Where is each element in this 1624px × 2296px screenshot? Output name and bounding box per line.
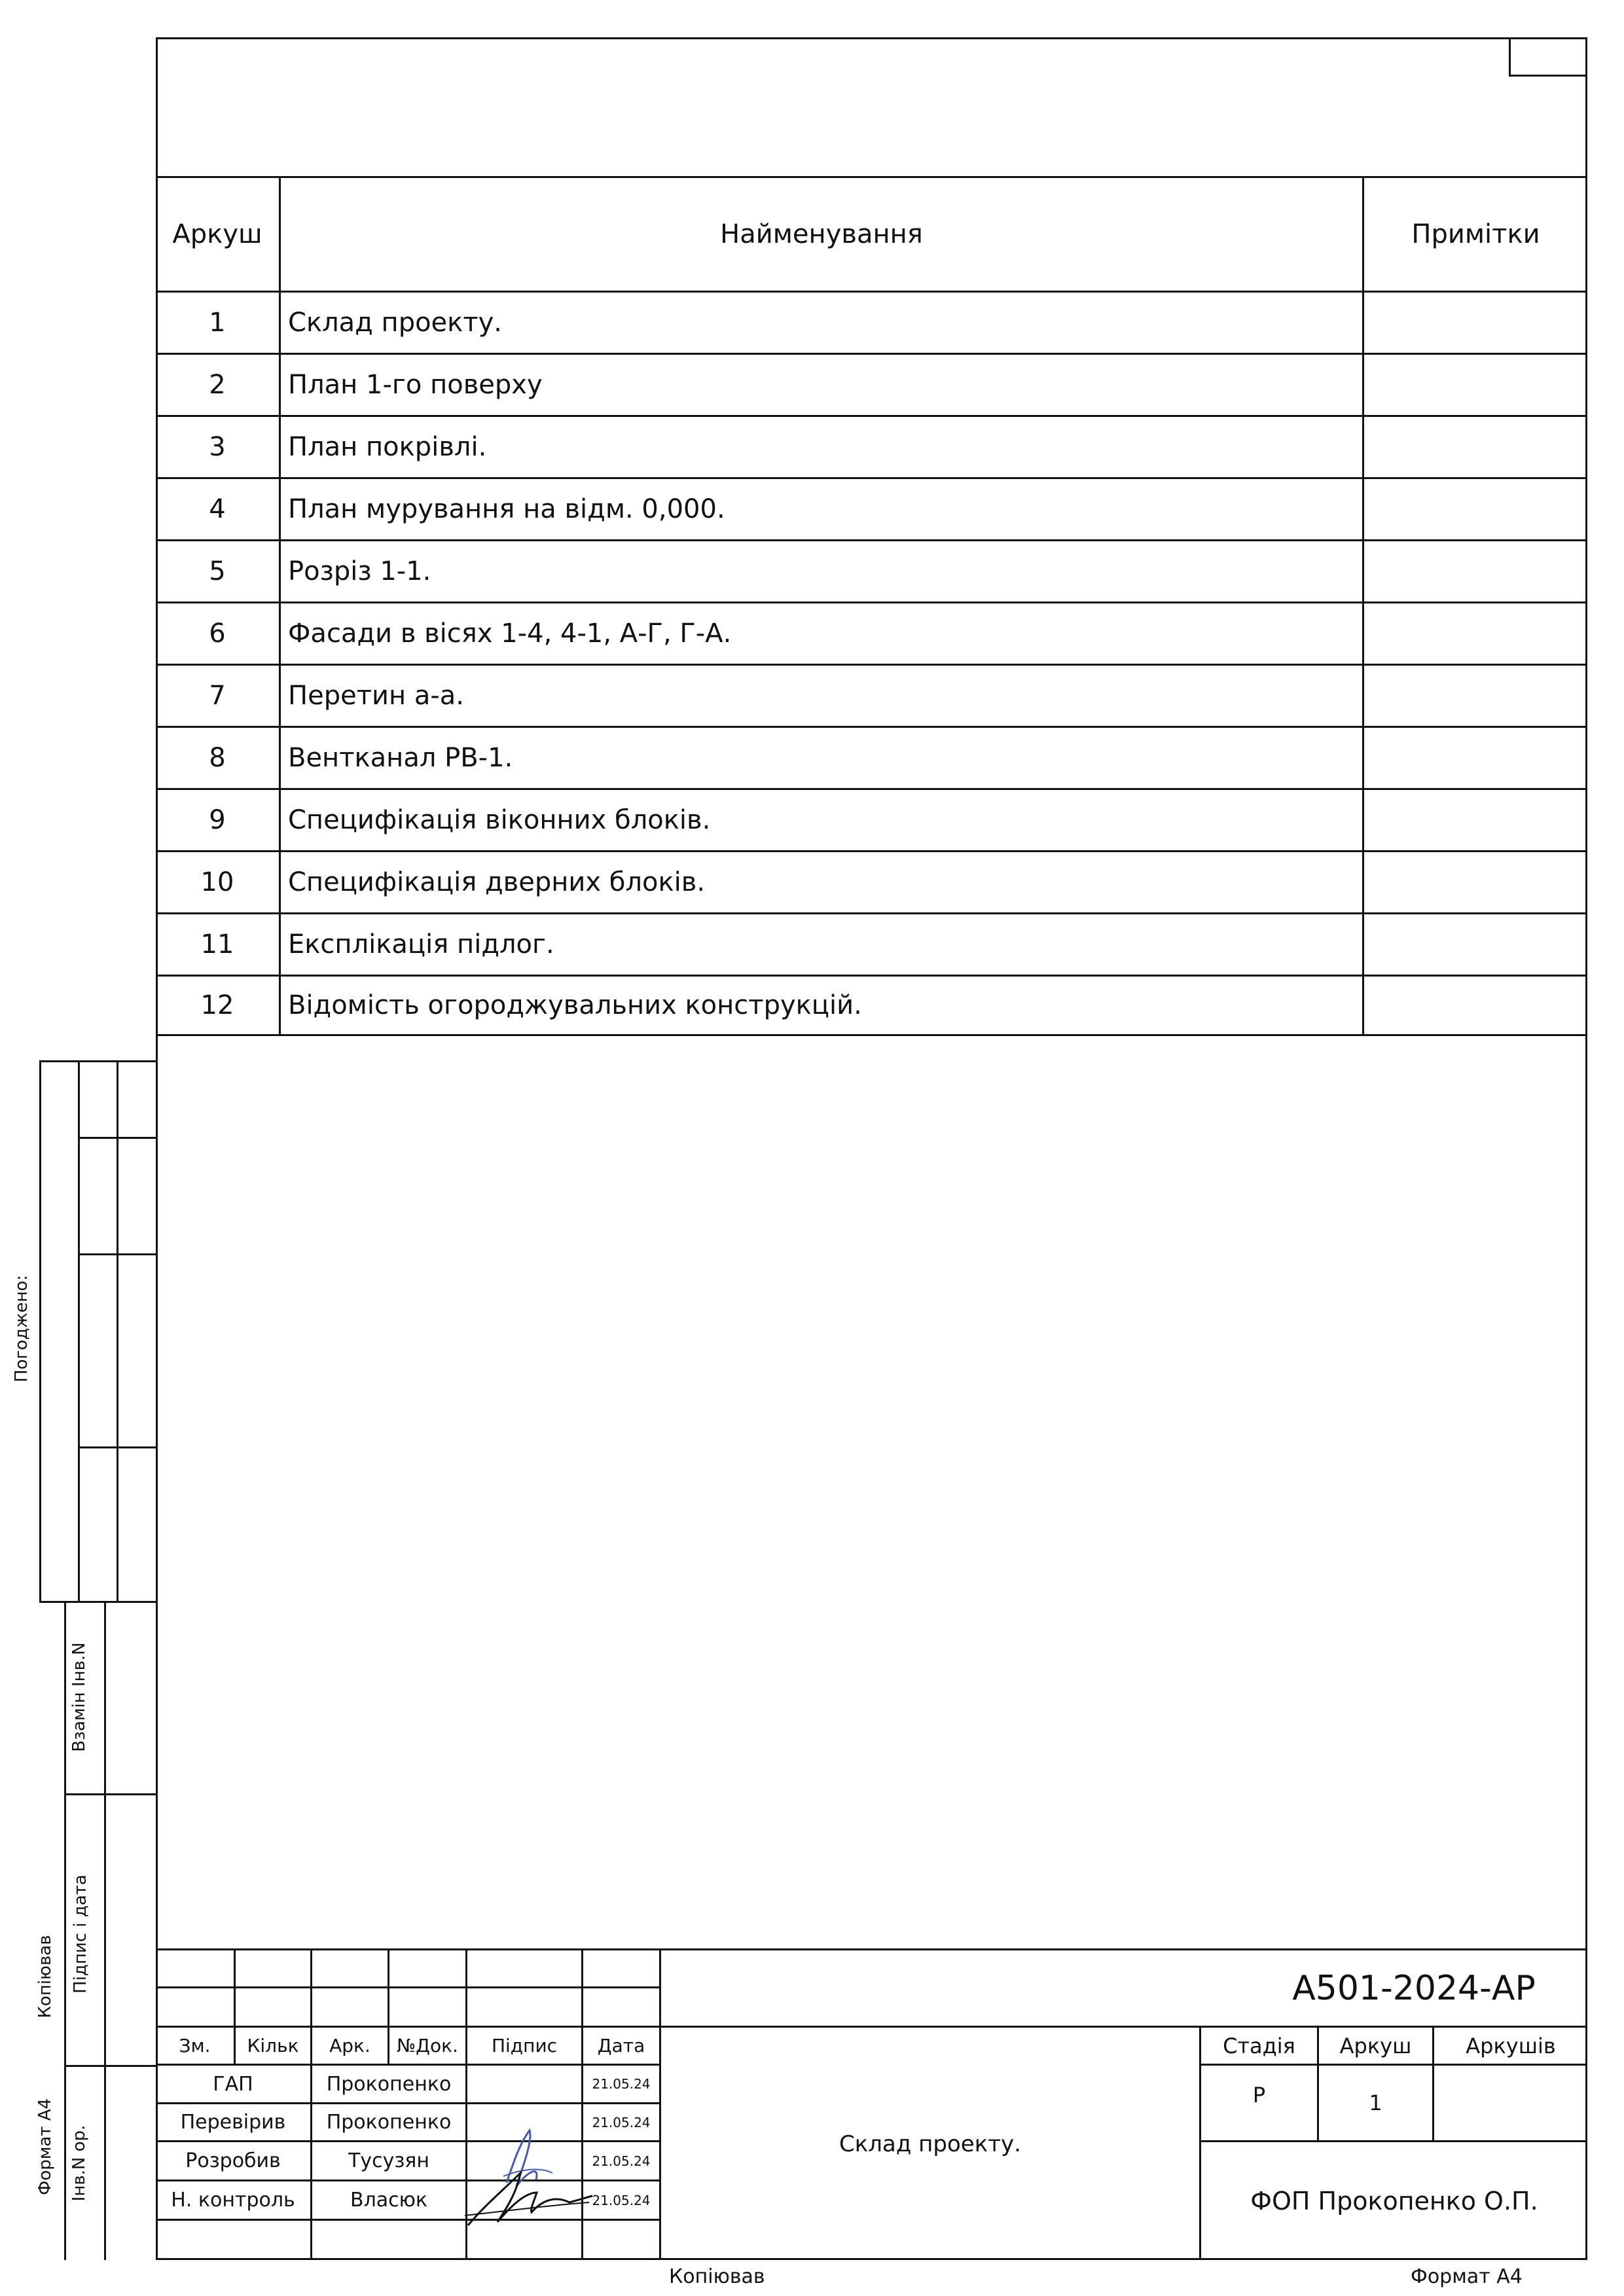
- staff-role: Розробив: [185, 2149, 281, 2172]
- inv-orig-label: Інв.N ор.: [69, 2125, 89, 2202]
- corner-box: [1509, 37, 1587, 77]
- hdr-sheet: Арк.: [329, 2035, 370, 2056]
- signature-mark: [458, 2166, 602, 2229]
- row-name: План 1-го поверху: [288, 370, 543, 400]
- side-copied-label: Копіював: [35, 1935, 55, 2018]
- replace-inv-label: Взамін Інв.N: [69, 1642, 89, 1752]
- sheets-value: [1434, 2066, 1587, 2140]
- staff-date: 21.05.24: [592, 2153, 651, 2169]
- footer-copied: Копіював: [669, 2265, 765, 2288]
- row-name: План покрівлі.: [288, 432, 487, 462]
- staff-date: 21.05.24: [592, 2192, 651, 2208]
- row-sheet: 9: [209, 805, 226, 835]
- header-name: Найменування: [720, 219, 923, 249]
- row-name: Перетин а-а.: [288, 681, 465, 711]
- row-sheet: 6: [209, 619, 226, 649]
- row-sheet: 10: [200, 867, 234, 897]
- row-name: Фасади в вісях 1-4, 4-1, А-Г, Г-А.: [288, 619, 732, 649]
- sheets-label: Аркушів: [1466, 2033, 1556, 2058]
- staff-role: ГАП: [213, 2072, 253, 2096]
- footer-format: Формат А4: [1411, 2265, 1523, 2288]
- row-name: План мурування на відм. 0,000.: [288, 494, 725, 524]
- staff-role: Перевірив: [180, 2111, 286, 2134]
- row-name: Специфікація віконних блоків.: [288, 805, 711, 835]
- row-sheet: 7: [209, 681, 226, 711]
- row-name: Склад проекту.: [288, 308, 503, 338]
- hdr-sign: Підпис: [491, 2035, 558, 2056]
- stage-value: Р: [1252, 2083, 1266, 2108]
- row-name: Розріз 1-1.: [288, 556, 431, 586]
- row-sheet: 11: [200, 929, 234, 960]
- header-notes: Примітки: [1411, 219, 1540, 249]
- organization: ФОП Прокопенко О.П.: [1250, 2187, 1538, 2215]
- agreed-label: Погоджено:: [12, 1274, 31, 1383]
- sheet-value: 1: [1369, 2090, 1382, 2115]
- sign-date-label: Підпис і дата: [71, 1874, 90, 1994]
- row-sheet: 8: [209, 743, 226, 773]
- header-sheet: Аркуш: [172, 219, 262, 249]
- row-sheet: 2: [209, 370, 226, 400]
- staff-name: Прокопенко: [326, 2072, 452, 2096]
- staff-date: 21.05.24: [592, 2114, 651, 2130]
- hdr-change: Зм.: [179, 2035, 211, 2056]
- row-name: Специфікація дверних блоків.: [288, 867, 706, 897]
- sheet-label: Аркуш: [1339, 2033, 1412, 2058]
- staff-name: Власюк: [350, 2189, 427, 2212]
- row-name: Вентканал РВ-1.: [288, 743, 513, 773]
- row-sheet: 12: [200, 990, 234, 1020]
- row-name: Відомість огороджувальних конструкцій.: [288, 990, 862, 1020]
- hdr-qty: Кільк: [247, 2035, 299, 2056]
- staff-date: 21.05.24: [592, 2076, 651, 2092]
- row-sheet: 4: [209, 494, 226, 524]
- stage-label: Стадія: [1223, 2033, 1295, 2058]
- staff-name: Тусузян: [348, 2149, 429, 2172]
- project-code: А501-2024-АР: [1292, 1968, 1536, 2008]
- row-name: Експлікація підлог.: [288, 929, 554, 960]
- sheet-title: Склад проекту.: [839, 2130, 1021, 2157]
- staff-name: Прокопенко: [326, 2111, 452, 2134]
- row-sheet: 1: [209, 308, 226, 338]
- staff-role: Н. контроль: [171, 2189, 295, 2212]
- hdr-date: Дата: [597, 2035, 645, 2056]
- row-sheet: 3: [209, 432, 226, 462]
- side-format-label: Формат А4: [35, 2098, 55, 2196]
- row-sheet: 5: [209, 556, 226, 586]
- hdr-doc: №Док.: [397, 2035, 458, 2056]
